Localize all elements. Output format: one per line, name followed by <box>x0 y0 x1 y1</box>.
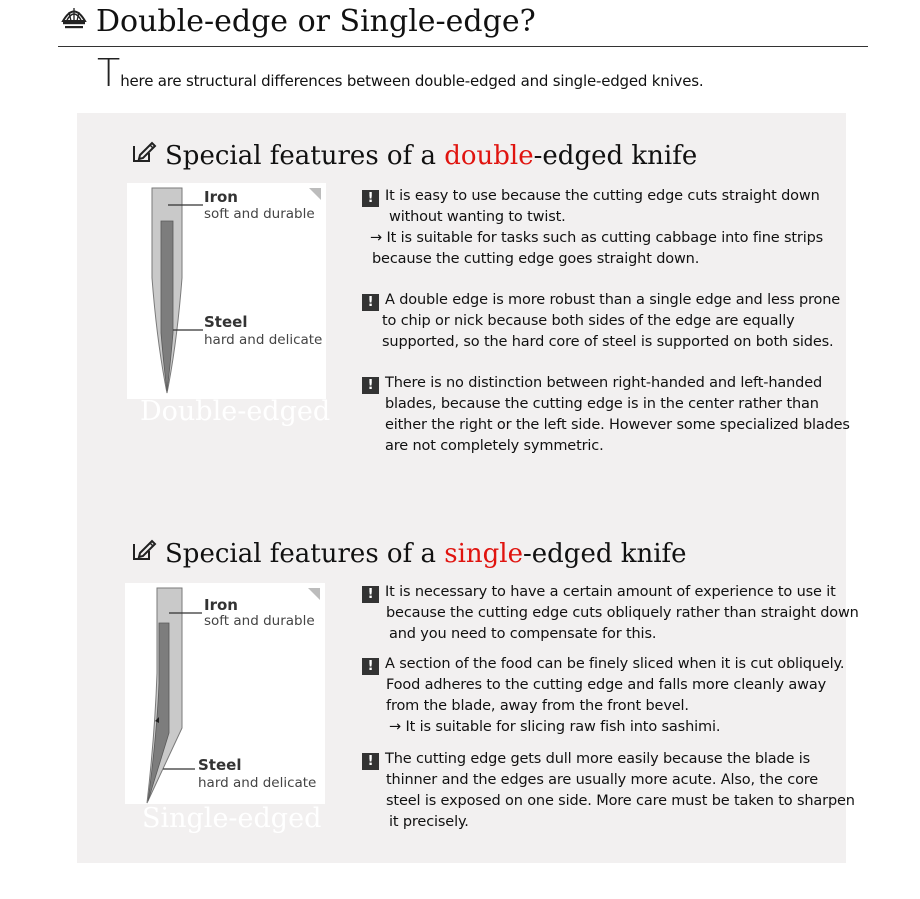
section-title-highlight: double <box>444 141 534 171</box>
iron-label: Iron <box>204 596 238 614</box>
pencil-note-icon <box>131 140 157 171</box>
point-line: supported, so the hard core of steel is supported on both sides. <box>382 333 834 350</box>
double-edged-diagram <box>127 183 326 399</box>
intro-rest: here are structural differences between double-edged and single-edged knives. <box>120 72 704 90</box>
point-line: It is necessary to have a certain amount of experience to use it <box>385 584 836 600</box>
page-title <box>60 4 536 39</box>
point-line: steel is exposed on one side. More care must be taken to sharpen <box>386 792 855 809</box>
point-line: either the right or the left side. However some specialized blades <box>385 416 850 433</box>
single-edged-caption: Single-edged <box>142 803 322 834</box>
steel-sublabel: hard and delicate <box>198 775 317 791</box>
point-line: A section of the food can be finely sliced when it is cut obliquely. <box>385 656 845 672</box>
steel-label: Steel <box>198 756 242 774</box>
point-line: It is easy to use because the cutting edge cuts straight down <box>385 188 820 204</box>
pencil-note-icon <box>131 538 157 569</box>
exclamation-icon: ! <box>362 753 379 770</box>
intro-text <box>97 51 704 95</box>
exclamation-icon: ! <box>362 294 379 311</box>
exclamation-icon: ! <box>362 377 379 394</box>
point-line: blades, because the cutting edge is in the center rather than <box>385 396 819 412</box>
point-line: A double edge is more robust than a single edge and less prone <box>385 292 841 308</box>
point-line: are not completely symmetric. <box>385 437 604 454</box>
point-line: The cutting edge gets dull more easily because the blade is <box>385 751 811 767</box>
double-edged-caption: Double-edged <box>140 396 331 427</box>
steel-label: Steel <box>204 313 248 331</box>
title-divider <box>58 46 868 47</box>
iron-sublabel: soft and durable <box>204 206 315 222</box>
iron-label: Iron <box>204 188 238 206</box>
exclamation-icon: ! <box>362 190 379 207</box>
section-title-after: -edged knife <box>522 539 687 569</box>
point-line: it precisely. <box>389 813 469 830</box>
point-line: thinner and the edges are usually more acute. Also, the core <box>386 772 819 788</box>
single-point-3 <box>362 749 855 832</box>
point-line: to chip or nick because both sides of the edge are equally <box>382 313 795 329</box>
section-title-before: Special features of a <box>165 539 445 569</box>
point-line: and you need to compensate for this. <box>389 625 657 642</box>
double-point-3 <box>362 373 850 456</box>
point-line: because the cutting edge cuts obliquely rather than straight down <box>386 605 859 621</box>
steel-sublabel: hard and delicate <box>204 332 323 348</box>
point-line: There is no distinction between right-handed and left-handed <box>385 375 823 391</box>
section-title-before: Special features of a <box>165 141 445 171</box>
page-title-text: Double-edge or Single-edge? <box>96 4 536 39</box>
double-point-2 <box>362 290 840 353</box>
point-line: because the cutting edge goes straight down. <box>372 250 700 267</box>
point-line: Food adheres to the cutting edge and falls more cleanly away <box>386 677 826 693</box>
point-line: without wanting to twist. <box>389 209 566 225</box>
iron-sublabel: soft and durable <box>204 613 315 629</box>
single-edged-diagram <box>125 583 325 804</box>
double-point-1 <box>362 186 823 269</box>
section-title-after: -edged knife <box>533 141 698 171</box>
shell-logo-icon <box>60 3 88 38</box>
point-line: → It is suitable for slicing raw fish into sashimi. <box>389 718 721 735</box>
single-point-2 <box>362 654 844 737</box>
section-title-single <box>131 539 687 569</box>
section-title-highlight: single <box>444 539 523 569</box>
point-line: → It is suitable for tasks such as cutting cabbage into fine strips <box>370 229 824 246</box>
exclamation-icon: ! <box>362 586 379 603</box>
point-line: from the blade, away from the front bevel. <box>386 697 689 714</box>
exclamation-icon: ! <box>362 658 379 675</box>
single-point-1 <box>362 582 859 645</box>
intro-dropcap: T <box>97 51 121 95</box>
section-title-double <box>131 141 697 171</box>
